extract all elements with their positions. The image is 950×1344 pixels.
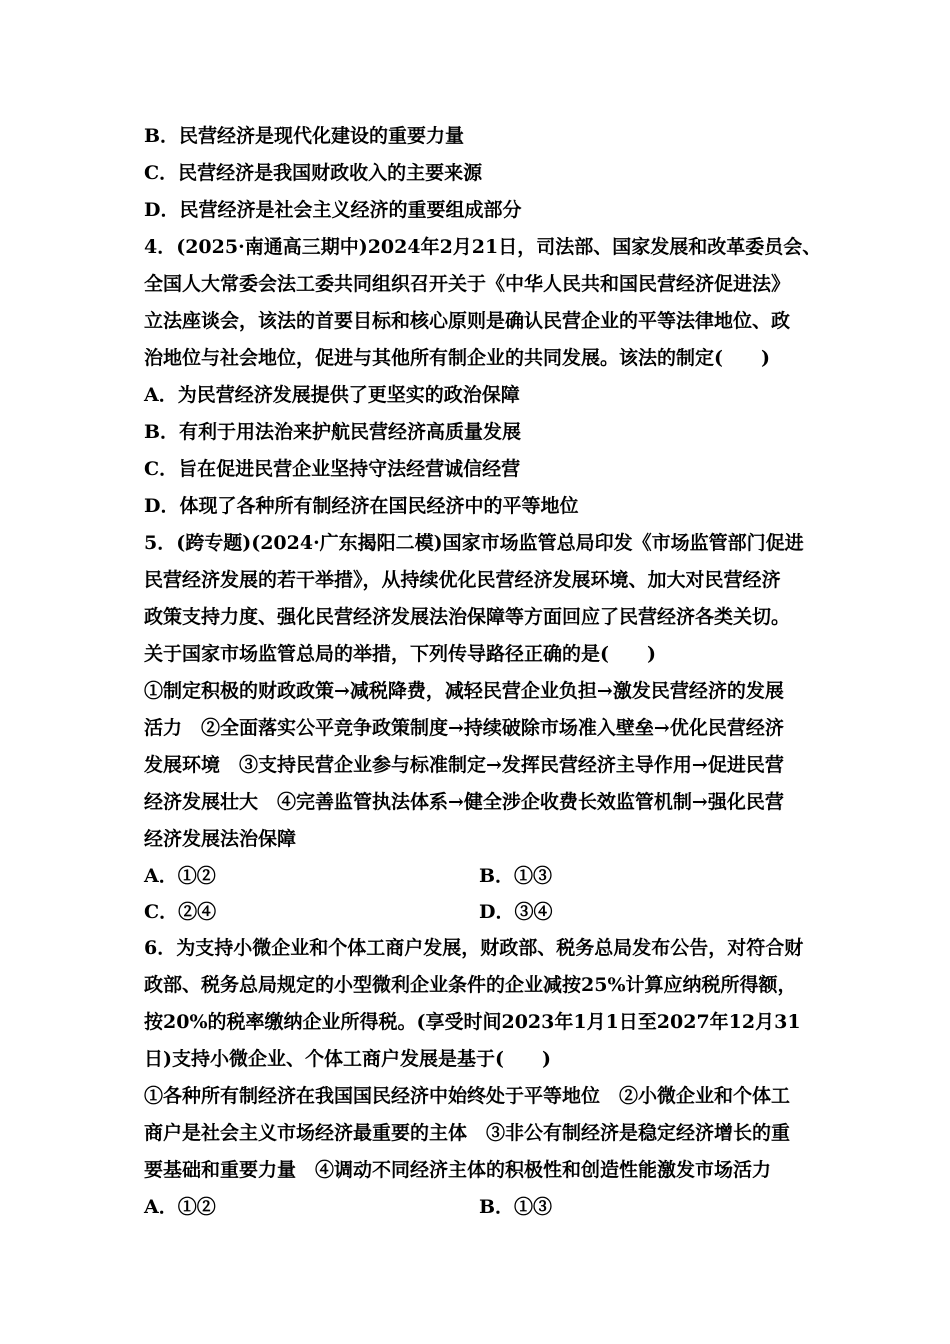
- q5-option-b: B．①③: [479, 865, 553, 887]
- q6-stem-line: 要基础和重要力量 ④调动不同经济主体的积极性和创造性能激发市场活力: [144, 1159, 772, 1181]
- q6-stem-line: 日)支持小微企业、个体工商户发展是基于( ): [144, 1048, 551, 1070]
- q5-stem-line: 政策支持力度、强化民营经济发展法治保障等方面回应了民营经济各类关切。: [144, 606, 791, 628]
- q4-option-a: A．为民营经济发展提供了更坚实的政治保障: [144, 384, 520, 406]
- q6-stem-line: 按20%的税率缴纳企业所得税。(享受时间2023年1月1日至2027年12月31: [144, 1011, 801, 1033]
- q6-stem-line: 政部、税务总局规定的小型微利企业条件的企业减按25%计算应纳税所得额，: [144, 974, 797, 996]
- q6-options-row: [144, 1189, 814, 1225]
- q6-stem-line: 商户是社会主义市场经济最重要的主体 ③非公有制经济是稳定经济增长的重: [144, 1122, 791, 1144]
- q5-stem-line: 发展环境 ③支持民营企业参与标准制定→发挥民营经济主导作用→促进民营: [144, 754, 784, 776]
- q3-option-c: C．民营经济是我国财政收入的主要来源: [144, 162, 483, 184]
- q4-stem-line: 4．(2025·南通高三期中)2024年2月21日，司法部、国家发展和改革委员会、: [144, 236, 822, 258]
- q5-stem-line: 经济发展壮大 ④完善监管执法体系→健全涉企收费长效监管机制→强化民营: [144, 791, 784, 813]
- q5-options-row: [144, 894, 814, 930]
- q4-stem-line: 立法座谈会，该法的首要目标和核心原则是确认民营企业的平等法律地位、政: [144, 310, 791, 332]
- q6-option-b: B．①③: [479, 1196, 553, 1218]
- page-content: [144, 118, 822, 1225]
- q3-option-b: B．民营经济是现代化建设的重要力量: [144, 125, 465, 147]
- q5-option-d: D．③④: [479, 901, 553, 923]
- q6-stem-line: ①各种所有制经济在我国国民经济中始终处于平等地位 ②小微企业和个体工: [144, 1085, 791, 1107]
- q6-stem-line: 6．为支持小微企业和个体工商户发展，财政部、税务总局发布公告，对符合财: [144, 937, 804, 959]
- q5-stem-line: 民营经济发展的若干举措》，从持续优化民营经济发展环境、加大对民营经济: [144, 569, 781, 591]
- q5-stem-line: 关于国家市场监管总局的举措，下列传导路径正确的是( ): [144, 643, 656, 665]
- q5-option-a: A．①②: [144, 865, 216, 887]
- q5-stem-line: 5．(跨专题)(2024·广东揭阳二模)国家市场监管总局印发《市场监管部门促进: [144, 532, 804, 554]
- q4-stem-line: 全国人大常委会法工委共同组织召开关于《中华人民共和国民营经济促进法》: [144, 273, 791, 295]
- q5-option-c: C．②④: [144, 901, 217, 923]
- q6-option-a: A．①②: [144, 1196, 216, 1218]
- q4-stem-line: 治地位与社会地位，促进与其他所有制企业的共同发展。该法的制定( ): [144, 347, 770, 369]
- q5-stem-line: 活力 ②全面落实公平竞争政策制度→持续破除市场准入壁垒→优化民营经济: [144, 717, 784, 739]
- q3-option-d: D．民营经济是社会主义经济的重要组成部分: [144, 199, 522, 221]
- q4-option-c: C．旨在促进民营企业坚持守法经营诚信经营: [144, 458, 521, 480]
- q4-option-b: B．有利于用法治来护航民营经济高质量发展: [144, 421, 522, 443]
- q5-options-row: [144, 858, 814, 894]
- q4-option-d: D．体现了各种所有制经济在国民经济中的平等地位: [144, 495, 579, 517]
- q5-stem-line: ①制定积极的财政政策→减税降费，减轻民营企业负担→激发民营经济的发展: [144, 680, 784, 702]
- q5-stem-line: 经济发展法治保障: [144, 828, 297, 850]
